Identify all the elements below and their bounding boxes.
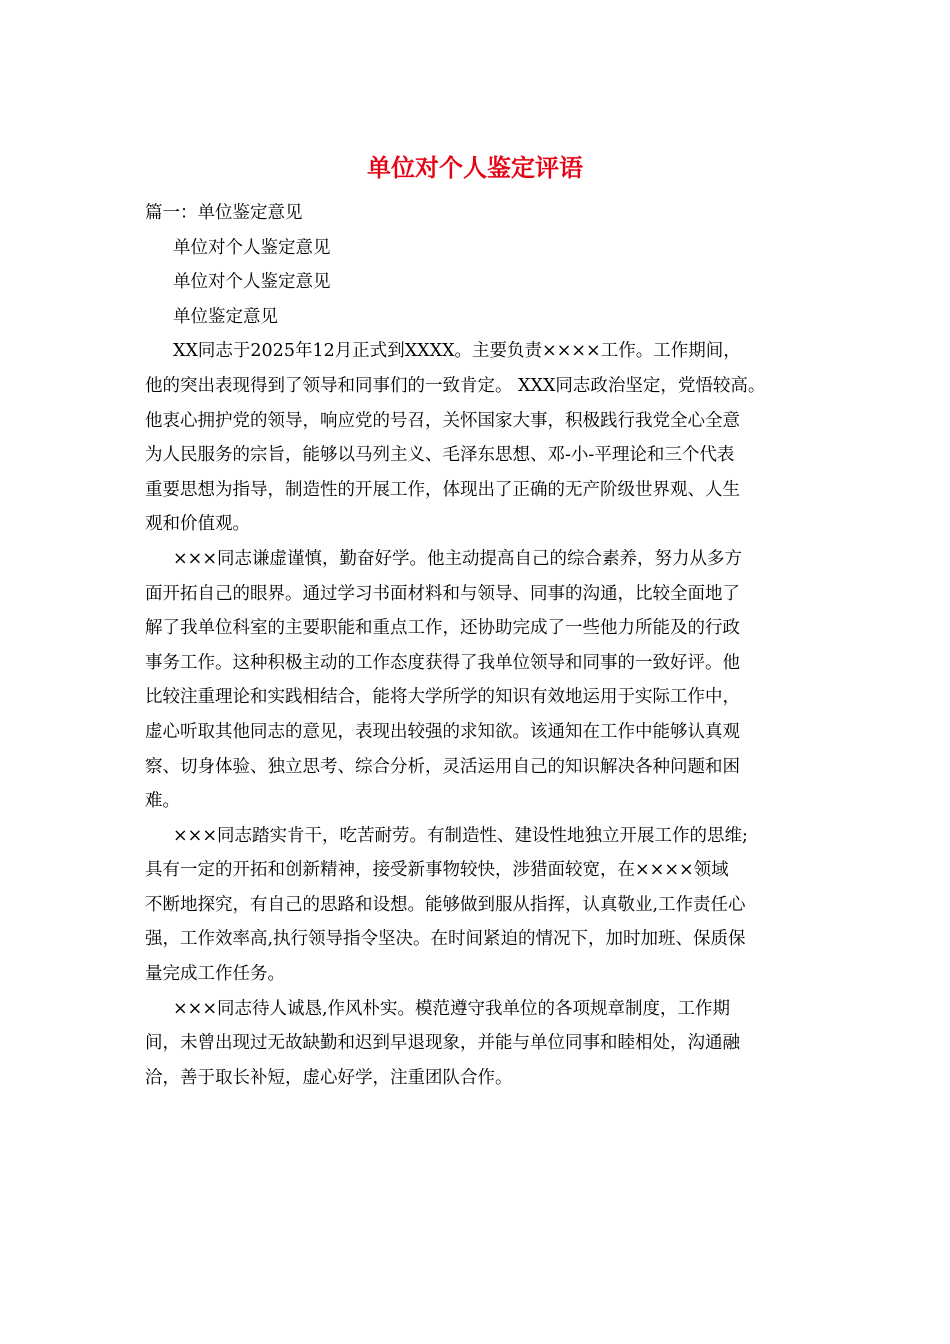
text-line: 量完成工作任务。: [145, 964, 285, 985]
text-line: 具有一定的开拓和创新精神，接受新事物较快，涉猎面较宽，在××××领域: [145, 860, 729, 881]
text-line: 解了我单位科室的主要职能和重点工作，还协助完成了一些他力所能及的行政: [145, 618, 740, 639]
text-line: 重要思想为指导，制造性的开展工作，体现出了正确的无产阶级世界观、人生: [145, 479, 740, 500]
text-line: 面开拓自己的眼界。通过学习书面材料和与领导、同事的沟通，比较全面地了: [145, 583, 740, 604]
document-title: 单位对个人鉴定评语: [367, 153, 583, 182]
text-line: 为人民服务的宗旨，能够以马列主义、毛泽东思想、邓-小-平理论和三个代表: [145, 445, 735, 466]
text-line: 间，未曾出现过无故缺勤和迟到早退现象，并能与单位同事和睦相处，沟通融: [145, 1033, 740, 1054]
text-line: 难。: [145, 791, 180, 812]
text-line: 虚心听取其他同志的意见，表现出较强的求知欲。该通知在工作中能够认真观: [145, 721, 740, 742]
text-line: 比较注重理论和实践相结合，能将大学所学的知识有效地运用于实际工作中，: [145, 687, 740, 708]
text-line: ×××同志待人诚恳,作风朴实。模范遵守我单位的各项规章制度，工作期: [173, 998, 731, 1019]
text-line: 察、切身体验、独立思考、综合分析，灵活运用自己的知识解决各种问题和困: [145, 756, 740, 777]
text-line: 观和价值观。: [145, 514, 250, 535]
text-line: XX同志于2025年12月正式到XXXX。主要负责××××工作。工作期间，: [173, 341, 741, 362]
text-line: ×××同志谦虚谨慎，勤奋好学。他主动提高自己的综合素养，努力从多方: [173, 548, 742, 569]
text-line: 单位对个人鉴定意见: [173, 237, 331, 258]
text-line: 他衷心拥护党的领导，响应党的号召，关怀国家大事，积极践行我党全心全意: [145, 410, 740, 431]
text-line: 强，工作效率高,执行领导指令坚决。在时间紧迫的情况下，加时加班、保质保: [145, 929, 746, 950]
text-line: 洽，善于取长补短，虚心好学，注重团队合作。: [145, 1067, 513, 1088]
text-line: 篇一：单位鉴定意见: [145, 203, 303, 223]
text-line: ×××同志踏实肯干，吃苦耐劳。有制造性、建设性地独立开展工作的思维;: [173, 825, 748, 846]
document-body: [145, 196, 805, 1095]
text-line: 他的突出表现得到了领导和同事们的一致肯定。 XXX同志政治坚定，党悟较高。: [145, 375, 766, 396]
text-line: 事务工作。这种积极主动的工作态度获得了我单位领导和同事的一致好评。他: [145, 652, 740, 673]
text-line: 单位对个人鉴定意见: [173, 272, 331, 293]
text-line: 不断地探究，有自己的思路和设想。能够做到服从指挥，认真敬业,工作责任心: [145, 894, 746, 915]
text-line: 单位鉴定意见: [173, 306, 278, 327]
